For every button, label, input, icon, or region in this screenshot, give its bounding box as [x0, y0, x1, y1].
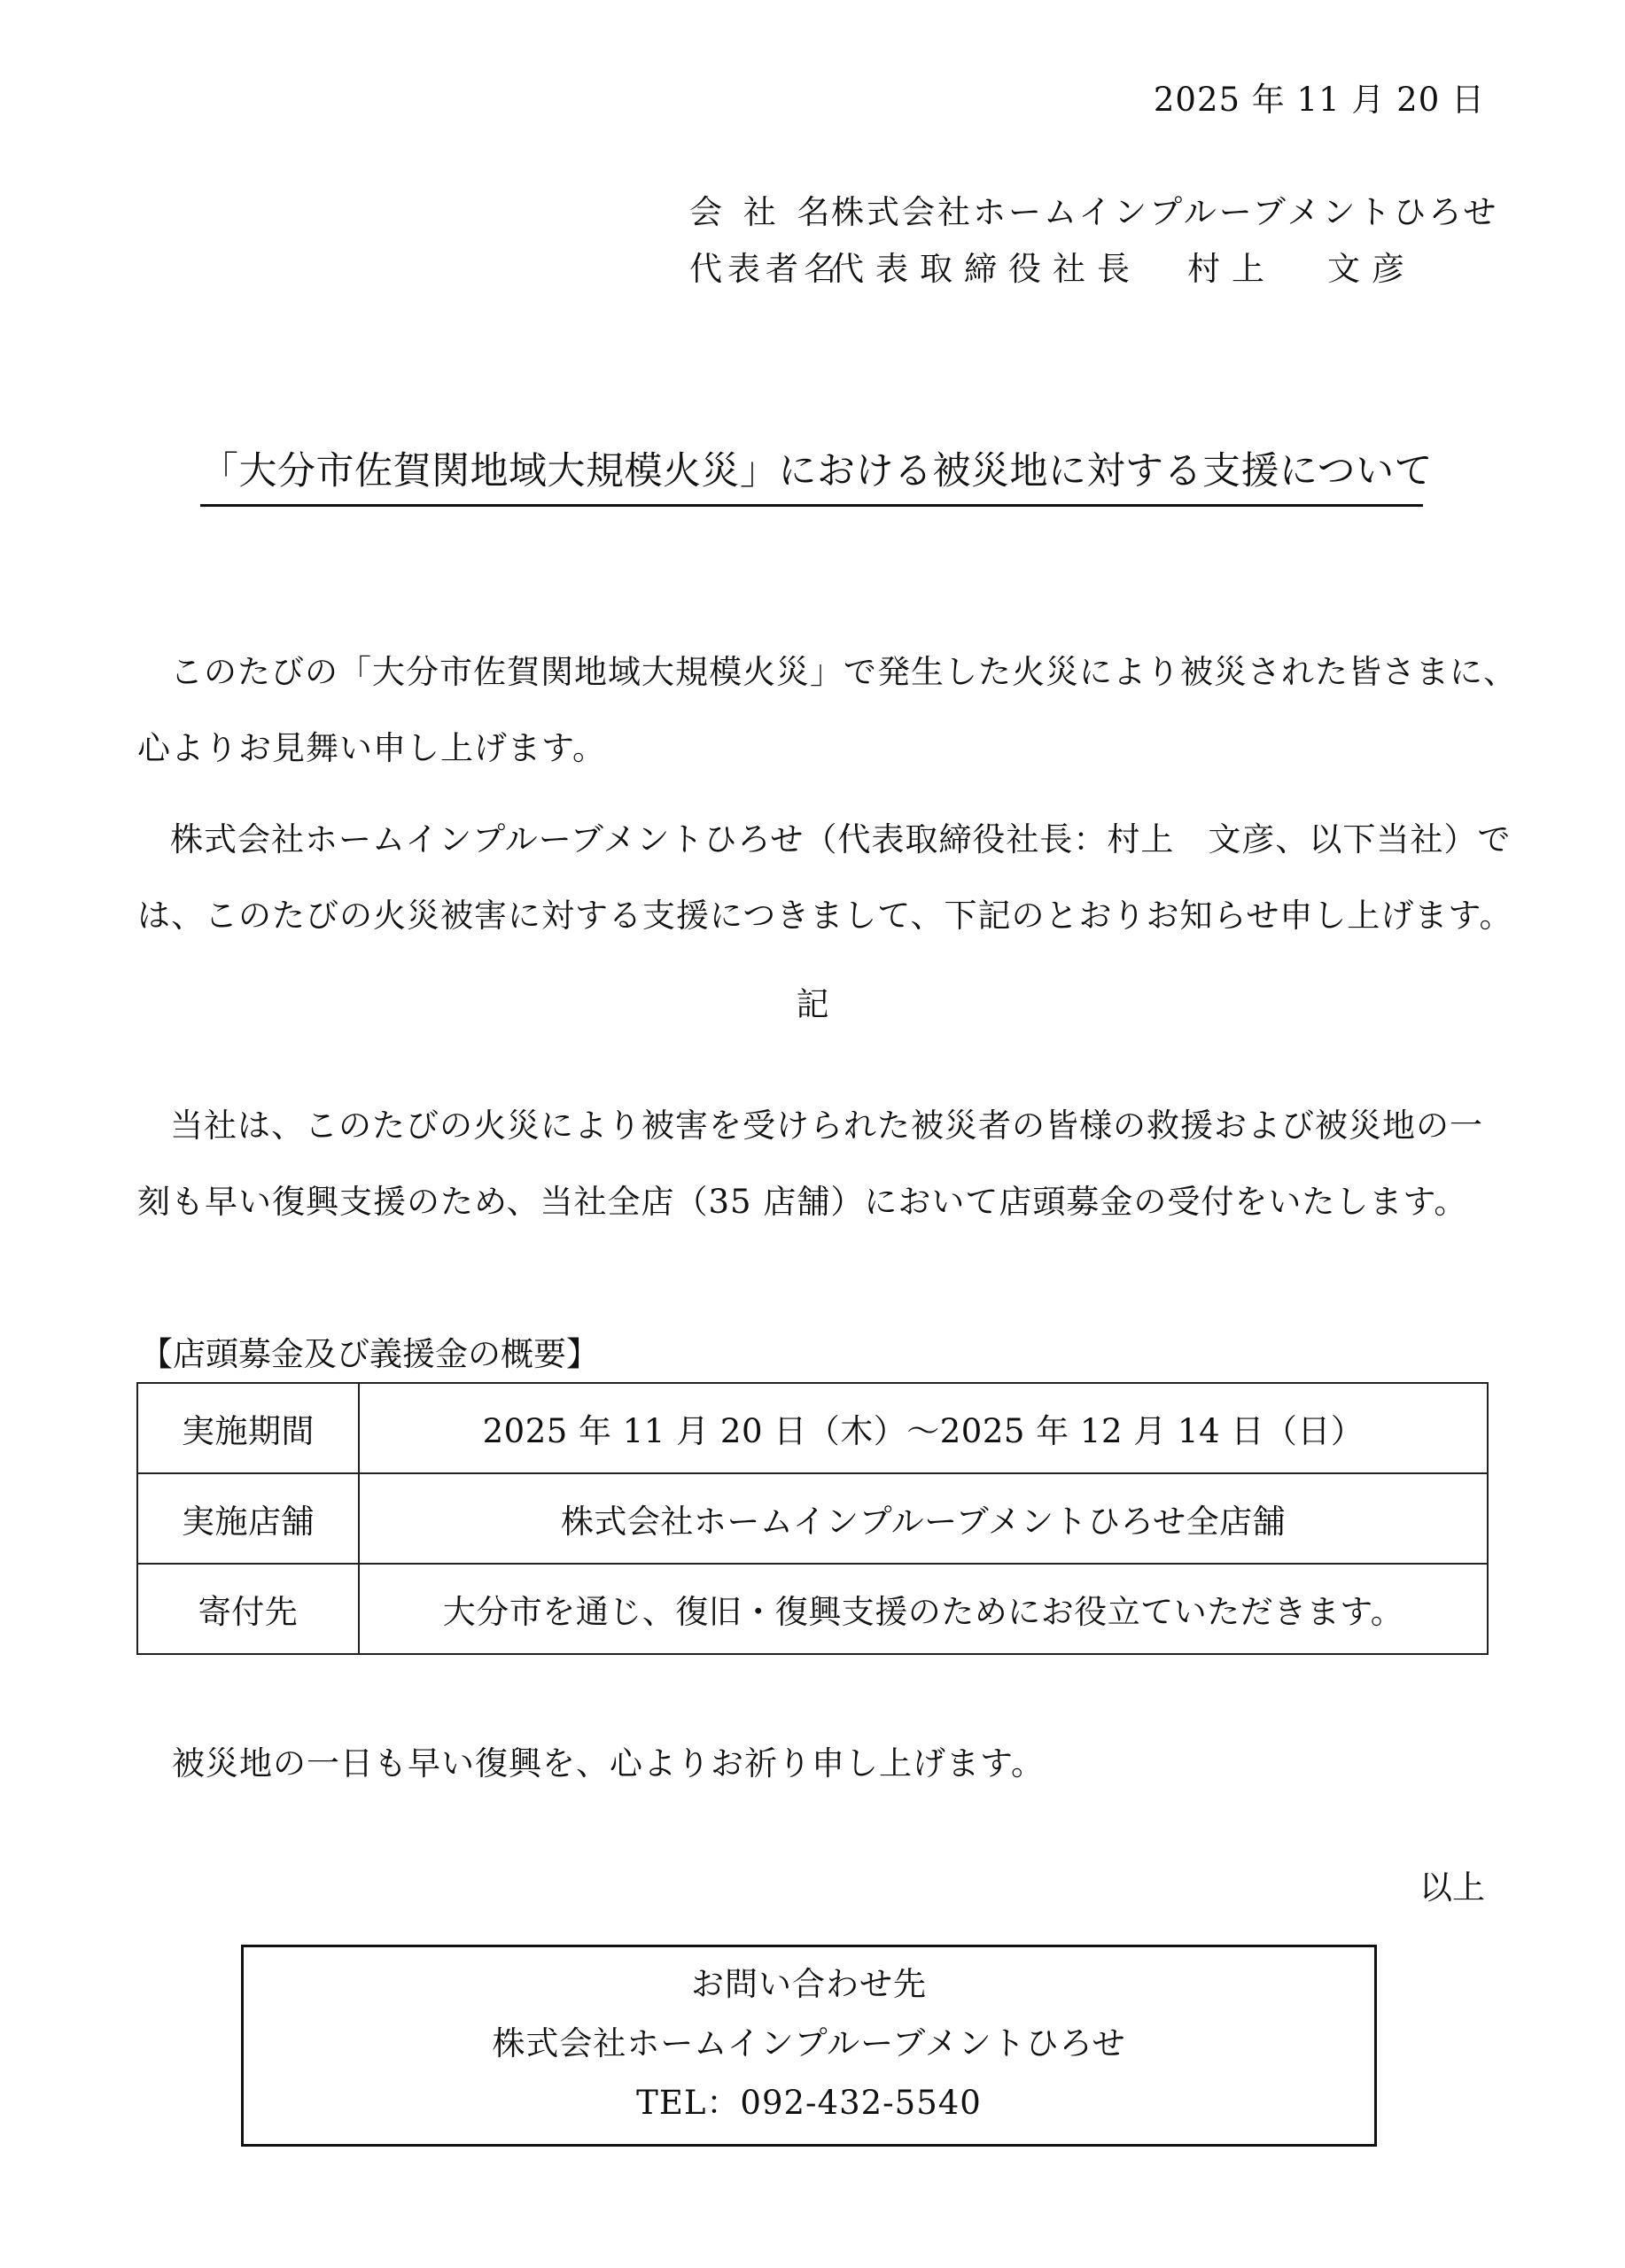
announcement-line-2: は、このたびの火災被害に対する支援につきまして、下記のとおりお知らせ申し上げます。 [137, 897, 1513, 935]
announcement-line-1: 株式会社ホームインプルーブメントひろせ（代表取締役社長：村上 文彦、以下当社）で [170, 820, 1512, 858]
recipient-value: 大分市を通じ、復旧・復興支援のためにお役立ていただきます。 [359, 1564, 1488, 1654]
sympathy-paragraph [137, 634, 1517, 787]
donation-line-1: 当社は、このたびの火災により被害を受けられた被災者の皆様の救援および被災地の一 [170, 1107, 1483, 1145]
donation-line-2: 刻も早い復興支援のため、当社全店（35 店舗）において店頭募金の受付をいたします。 [137, 1183, 1468, 1221]
representative-title: 代表取締役社長 [831, 250, 1141, 288]
representative-row [689, 241, 1498, 298]
contact-box [241, 1945, 1377, 2147]
ki-heading: 記 [796, 985, 829, 1023]
closing-message: 被災地の一日も早い復興を、心よりお祈り申し上げます。 [172, 1744, 1046, 1783]
contact-company: 株式会社ホームインプルーブメントひろせ [492, 2024, 1126, 2062]
period-value: 2025 年 11 月 20 日（木）～2025 年 12 月 14 日（日） [359, 1383, 1488, 1473]
stores-value: 株式会社ホームインプルーブメントひろせ全店舗 [359, 1473, 1488, 1564]
document-title: 「大分市佐賀関地域大規模火災」における被災地に対する支援について [200, 441, 1423, 507]
sympathy-line-2: 心よりお見舞い申し上げます。 [137, 729, 607, 767]
contact-tel: TEL：092-432-5540 [636, 2084, 982, 2122]
summary-table [136, 1382, 1489, 1655]
table-row [137, 1564, 1488, 1654]
ijo-closing: 以上 [1419, 1868, 1485, 1907]
representative-label: 代表者名 [689, 250, 842, 288]
sympathy-line-1: このたびの「大分市佐賀関地域大規模火災」で発生した火災により被災された皆さまに、 [170, 653, 1517, 691]
table-row [137, 1383, 1488, 1473]
representative-given-name: 文彦 [1327, 250, 1416, 288]
recipient-label: 寄付先 [137, 1564, 359, 1654]
stores-label: 実施店舗 [137, 1473, 359, 1564]
announcement-paragraph [137, 802, 1513, 954]
company-name: 株式会社ホームインプルーブメントひろせ [831, 193, 1499, 231]
representative-name [1187, 241, 1416, 298]
table-row [137, 1473, 1488, 1564]
contact-heading: お問い合わせ先 [691, 1965, 927, 2003]
donation-paragraph [137, 1088, 1488, 1240]
issue-date: 2025 年 11 月 20 日 [1153, 81, 1485, 119]
company-row [689, 184, 1498, 241]
company-label: 会 社 名 [689, 193, 836, 231]
representative-family-name: 村上 [1187, 250, 1276, 288]
period-label: 実施期間 [137, 1383, 359, 1473]
summary-heading: 【店頭募金及び義援金の概要】 [140, 1335, 599, 1373]
issuer-block [689, 184, 1498, 298]
